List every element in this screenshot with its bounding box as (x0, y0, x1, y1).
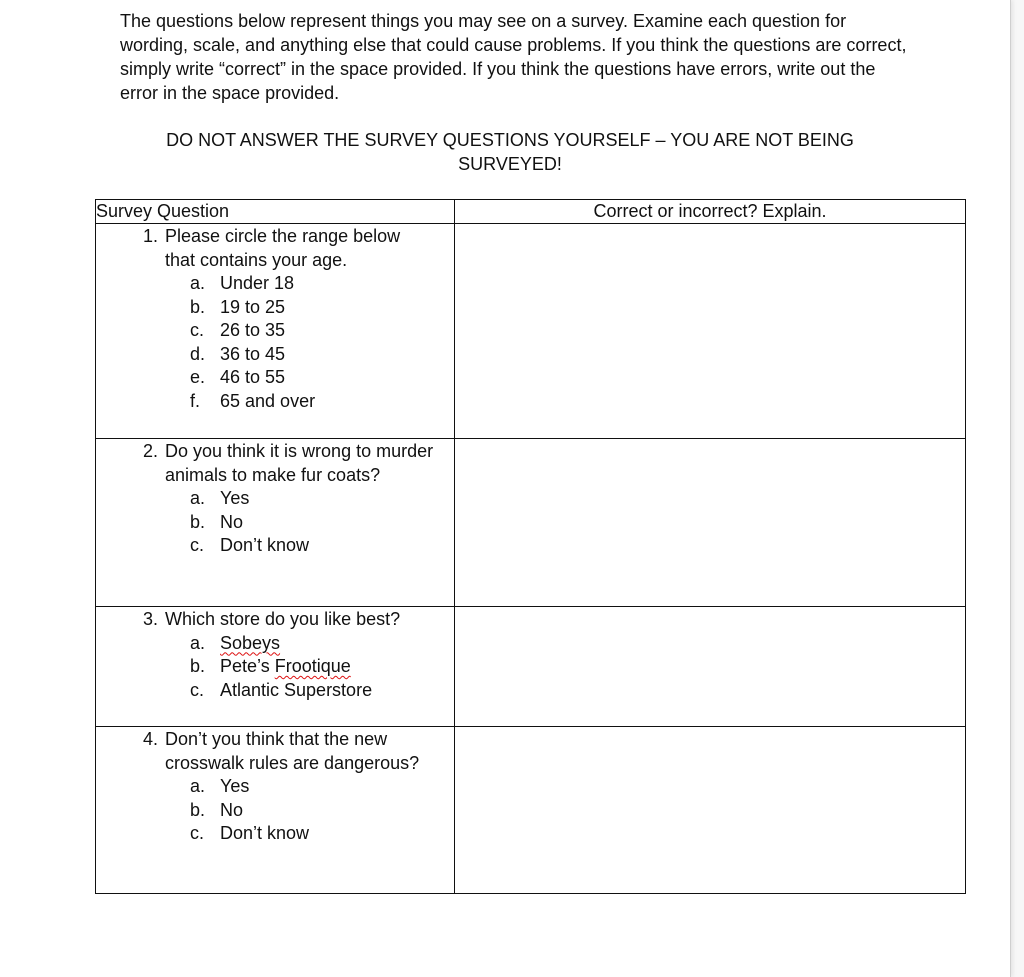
option-letter: c. (190, 535, 205, 555)
option-letter: b. (190, 296, 206, 317)
question-cell-4 (96, 727, 455, 894)
column-header-explanation: Correct or incorrect? Explain. (455, 200, 966, 224)
option-letter: a. (190, 776, 206, 796)
option-text: Don’t know (220, 823, 310, 843)
question-cell-2 (96, 439, 455, 607)
warning-line-2: SURVEYED! (458, 154, 562, 174)
answer-cell-1[interactable] (455, 224, 966, 439)
option-list (96, 632, 454, 703)
option-list (96, 272, 454, 413)
option-text (220, 655, 351, 679)
warning-notice (100, 128, 920, 176)
option-text: 65 and over (220, 390, 316, 411)
option-letter: b. (190, 511, 206, 532)
question-cell-1 (96, 224, 455, 439)
option-letter: b. (190, 799, 206, 820)
option-letter: d. (190, 343, 206, 364)
option-text: 19 to 25 (220, 296, 286, 317)
list-item (190, 319, 454, 343)
question-text: Please circle the range below that contains your age. (165, 226, 401, 270)
option-letter: b. (190, 656, 206, 676)
list-item (190, 390, 454, 414)
table-row (96, 607, 966, 727)
option-letter: c. (190, 679, 205, 700)
column-header-survey-question: Survey Question (96, 200, 455, 224)
table-row (96, 224, 966, 439)
question-text: Do you think it is wrong to murder animals to make fur coats? (165, 441, 434, 485)
option-text: Yes (220, 488, 250, 508)
option-list (96, 487, 454, 558)
option-text-spellcheck-marked: Sobeys (220, 632, 281, 653)
list-item (190, 655, 454, 679)
answer-cell-2[interactable] (455, 439, 966, 607)
list-item (190, 511, 454, 535)
list-item (190, 632, 454, 656)
list-item (190, 822, 454, 846)
option-text-prefix: Pete’s (220, 656, 275, 676)
option-text-spellcheck-marked: Frootique (274, 656, 351, 676)
option-text: Yes (220, 776, 250, 796)
option-letter: e. (190, 367, 206, 387)
list-item (190, 487, 454, 511)
option-letter: f. (190, 390, 201, 411)
option-text: Don’t know (220, 535, 310, 555)
survey-table (95, 199, 966, 894)
option-text: No (220, 511, 244, 532)
warning-line-1: DO NOT ANSWER THE SURVEY QUESTIONS YOURSELF – YOU ARE NOT BEING (166, 130, 854, 150)
question-cell-3 (96, 607, 455, 727)
answer-cell-3[interactable] (455, 607, 966, 727)
question-number: 2. (142, 441, 158, 461)
option-text: 26 to 35 (220, 320, 286, 340)
list-item (190, 343, 454, 367)
option-letter: c. (190, 320, 205, 340)
list-item (190, 679, 454, 703)
option-text: 46 to 55 (220, 367, 286, 387)
question-number: 4. (142, 729, 158, 749)
option-letter: a. (190, 488, 206, 508)
option-list (96, 775, 454, 846)
option-text: No (220, 799, 244, 820)
option-text: 36 to 45 (220, 343, 286, 364)
option-letter: a. (190, 632, 206, 653)
option-text: Atlantic Superstore (220, 679, 373, 700)
list-item (190, 296, 454, 320)
instructions-paragraph: The questions below represent things you may see on a survey. Examine each question for wording, scale, and anything else that could cause problems. If you think the questions are correct, simply write “correct” in the space provided. If you think the questions have errors, write out the error in the space provided. (120, 11, 907, 103)
table-header-row (96, 200, 966, 224)
question-text: Which store do you like best? (165, 609, 401, 629)
option-letter: c. (190, 823, 205, 843)
question-number: 3. (142, 609, 158, 629)
option-text: Under 18 (220, 273, 295, 293)
list-item (190, 534, 454, 558)
answer-cell-4[interactable] (455, 727, 966, 894)
table-row (96, 727, 966, 894)
list-item (190, 799, 454, 823)
question-number: 1. (142, 226, 158, 246)
list-item (190, 775, 454, 799)
list-item (190, 366, 454, 390)
table-row (96, 439, 966, 607)
option-letter: a. (190, 273, 206, 293)
list-item (190, 272, 454, 296)
question-text: Don’t you think that the new crosswalk rules are dangerous? (165, 729, 420, 773)
